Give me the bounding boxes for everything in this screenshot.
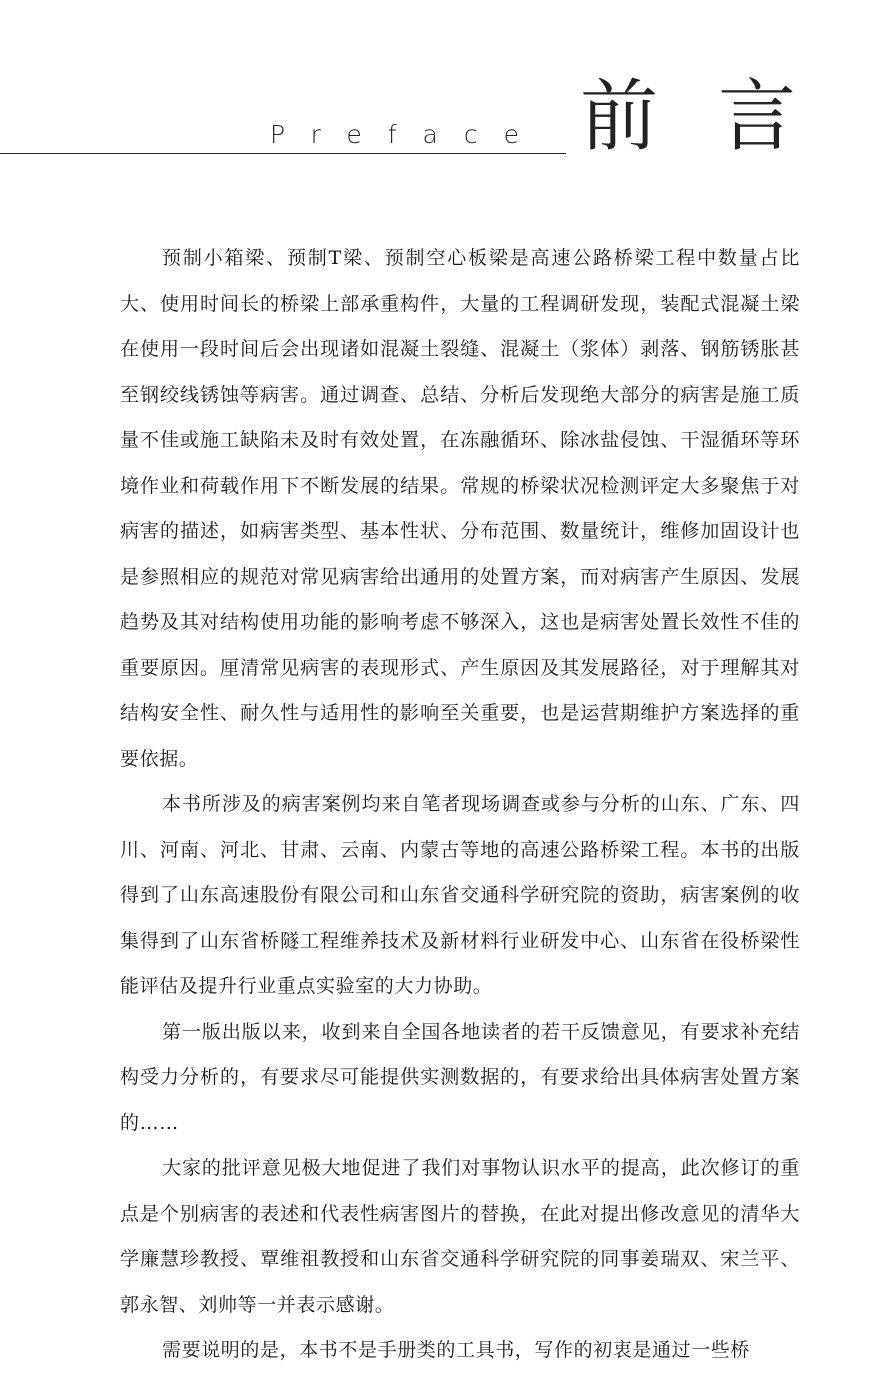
paragraph-2: 本书所涉及的病害案例均来自笔者现场调查或参与分析的山东、广东、四川、河南、河北、甘肃、云南、内蒙古等地的高速公路桥梁工程。本书的出版得到了山东高速股份有限公司和山东省交通科学研究院的资助，病害案例的收集得到了山东省桥隧工程维养技术及新材料行业研发中心、山东省在役桥梁性能评估及提升行业重点实验室的大力协助。 [120,793,800,997]
header-rule [0,153,566,154]
paragraph-3: 第一版出版以来，收到来自全国各地读者的若干反馈意见，有要求补充结构受力分析的，有要求尽可能提供实测数据的，有要求给出具体病害处置方案的…… [120,1020,800,1134]
paragraph-5: 需要说明的是，本书不是手册类的工具书，写作的初衷是通过一些桥 [162,1339,751,1361]
paragraph-1: 预制小箱梁、预制T梁、预制空心板梁是高速公路桥梁工程中数量占比大、使用时间长的桥梁上部承重构件，大量的工程调研发现，装配式混凝土梁在使用一段时间后会出现诸如混凝土裂缝、混凝土（浆体）剥落、钢筋锈胀甚至钢绞线锈蚀等病害。通过调查、总结、分析后发现绝大部分的病害是施工质量不佳或施工缺陷未及时有效处置，在冻融循环、除冰盐侵蚀、干湿循环等环境作业和荷载作用下不断发展的结果。常规的桥梁状况检测评定大多聚焦于对病害的描述，如病害类型、基本性状、分布范围、数量统计，维修加固设计也是参照相应的规范对常见病害给出通用的处置方案，而对病害产生原因、发展趋势及其对结构使用功能的影响考虑不够深入，这也是病害处置长效性不佳的重要原因。厘清常见病害的表现形式、产生原因及其发展路径，对于理解其对结构安全性、耐久性与适用性的影响至关重要，也是运营期维护方案选择的重要依据。 [120,247,800,770]
preface-title-zh: 前言 [580,72,857,162]
page-header [0,0,888,200]
preface-body [120,236,800,1374]
preface-title-en: Preface [270,120,545,149]
paragraph-4: 大家的批评意见极大地促进了我们对事物认识水平的提高，此次修订的重点是个别病害的表述和代表性病害图片的替换，在此对提出修改意见的清华大学廉慧珍教授、覃维祖教授和山东省交通科学研究院的同事姜瑞双、宋兰平、郭永智、刘帅等一并表示感谢。 [120,1157,800,1316]
